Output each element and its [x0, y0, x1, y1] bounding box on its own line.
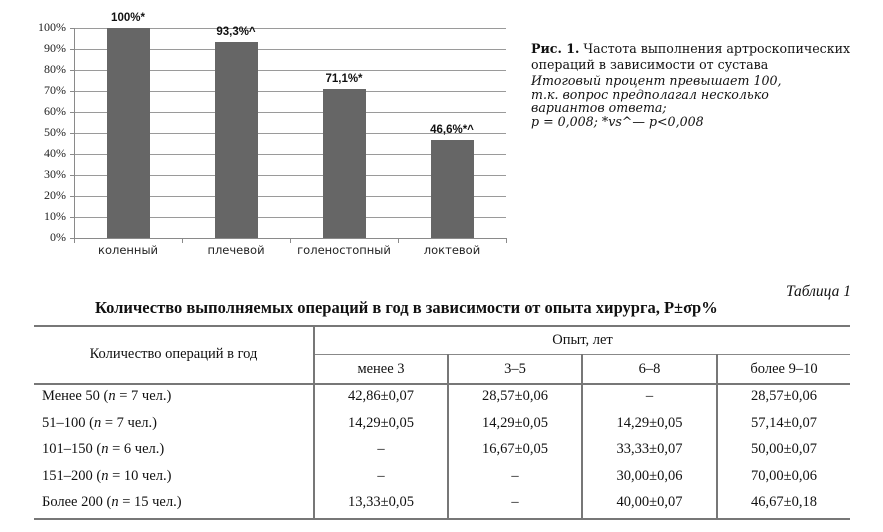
- x-category-label: плечевой: [207, 243, 265, 257]
- table-cell: –: [645, 388, 654, 404]
- table-cell: 33,33±0,07: [616, 441, 683, 457]
- bar: [431, 140, 474, 238]
- caption-title: [531, 41, 871, 73]
- column-header: более 9–10: [750, 361, 818, 377]
- row-label-text: = 15 чел.): [118, 494, 182, 510]
- sample-size-symbol: n: [101, 441, 109, 457]
- table-cell: 40,00±0,07: [616, 494, 683, 510]
- bar: [107, 28, 150, 238]
- row-label-text: = 7 чел.): [101, 414, 157, 431]
- table-cell: 50,00±0,07: [751, 441, 817, 457]
- table-cell: 42,86±0,07: [348, 388, 414, 404]
- y-tick-label: 80%: [44, 62, 66, 76]
- bar: [323, 89, 366, 238]
- table-row-label: [42, 468, 171, 485]
- bar: [215, 42, 258, 238]
- caption-prefix: Рис. 1.: [531, 41, 580, 56]
- sample-size-symbol: n: [111, 494, 119, 510]
- table-cell: 14,29±0,05: [482, 414, 548, 431]
- column-header: 6–8: [638, 361, 661, 377]
- table-row-label: [42, 388, 171, 405]
- table-cell: –: [511, 467, 519, 484]
- bar-value-label: 46,6%*^: [430, 124, 474, 137]
- table-row-label: [42, 415, 157, 432]
- table-cell: 70,00±0,06: [751, 467, 817, 484]
- bar-value-label: 100%*: [111, 12, 145, 24]
- x-category-label: локтевой: [423, 243, 481, 257]
- row-label-text: Менее 50 (: [42, 388, 109, 404]
- y-tick-label: 90%: [44, 41, 66, 55]
- y-tick-label: 40%: [44, 146, 66, 160]
- row-label-text: = 10 чел.): [108, 467, 172, 484]
- caption-note-line: p = 0,008; *vs^— p<0,008: [531, 113, 704, 129]
- caption-note-line: Итоговый процент превышает 100,: [531, 73, 782, 88]
- y-tick-label: 30%: [44, 167, 66, 181]
- x-tick-mark: [506, 238, 507, 243]
- column-header: менее 3: [357, 361, 405, 377]
- caption-note-line: т.к. вопрос предполагал несколько: [531, 86, 769, 102]
- row-label-text: 101–150 (: [42, 441, 102, 457]
- table-label: Таблица 1: [785, 283, 851, 300]
- row-label-text: 151–200 (: [42, 467, 102, 484]
- table-cell: 14,29±0,05: [616, 414, 683, 431]
- bar-chart: [0, 0, 520, 270]
- table-title: Количество выполняемых операций в год в зависимости от опыта хирурга, P±σp%: [95, 298, 718, 317]
- caption-note: [531, 74, 871, 128]
- y-tick-label: 10%: [44, 209, 66, 223]
- y-tick-label: 20%: [44, 188, 66, 202]
- row-label-text: Более 200 (: [42, 494, 112, 510]
- table-cell: 46,67±0,18: [751, 494, 817, 510]
- figure-caption: [531, 41, 871, 128]
- group-header: Опыт, лет: [552, 332, 613, 348]
- header-bottom-rule: [34, 383, 850, 385]
- y-tick-label: 70%: [44, 83, 66, 97]
- table-cell: 14,29±0,05: [348, 414, 414, 431]
- y-axis-line: [74, 28, 75, 239]
- row-header: Количество операций в год: [89, 346, 258, 362]
- table-bottom-rule: [34, 518, 850, 520]
- column-header: 3–5: [504, 361, 526, 377]
- caption-note-line: вариантов ответа;: [531, 100, 667, 115]
- row-label-text: = 7 чел.): [115, 388, 172, 404]
- table-cell: 28,57±0,06: [751, 388, 817, 404]
- y-tick-label: 50%: [44, 125, 66, 139]
- y-tick-label: 100%: [38, 20, 66, 34]
- row-label-text: 51–100 (: [42, 414, 94, 431]
- table-cell: –: [377, 441, 385, 457]
- y-tick-label: 0%: [50, 230, 66, 244]
- sample-size-symbol: n: [108, 388, 116, 404]
- table-cell: 16,67±0,05: [482, 441, 548, 457]
- sample-size-symbol: n: [93, 414, 102, 431]
- table-cell: –: [377, 467, 385, 484]
- y-tick-label: 60%: [44, 104, 66, 118]
- row-label-text: = 6 чел.): [108, 441, 165, 457]
- table-cell: 57,14±0,07: [751, 414, 817, 431]
- table-top-rule: [34, 325, 850, 327]
- table-row-label: [42, 441, 164, 458]
- table-cell: 30,00±0,06: [616, 467, 683, 484]
- table-cell: –: [511, 494, 519, 510]
- caption-text: Частота выполнения артроскопических операций в зависимости от сустава: [531, 41, 851, 72]
- table-cell: 13,33±0,05: [348, 494, 414, 510]
- bar-value-label: 71,1%*: [325, 72, 363, 85]
- sample-size-symbol: n: [101, 467, 109, 484]
- x-category-label: коленный: [98, 243, 158, 257]
- bar-value-label: 93,3%^: [216, 26, 256, 39]
- x-category-label: голеностопный: [297, 243, 391, 257]
- table-cell: 28,57±0,06: [482, 388, 548, 404]
- table-row-label: [42, 494, 182, 511]
